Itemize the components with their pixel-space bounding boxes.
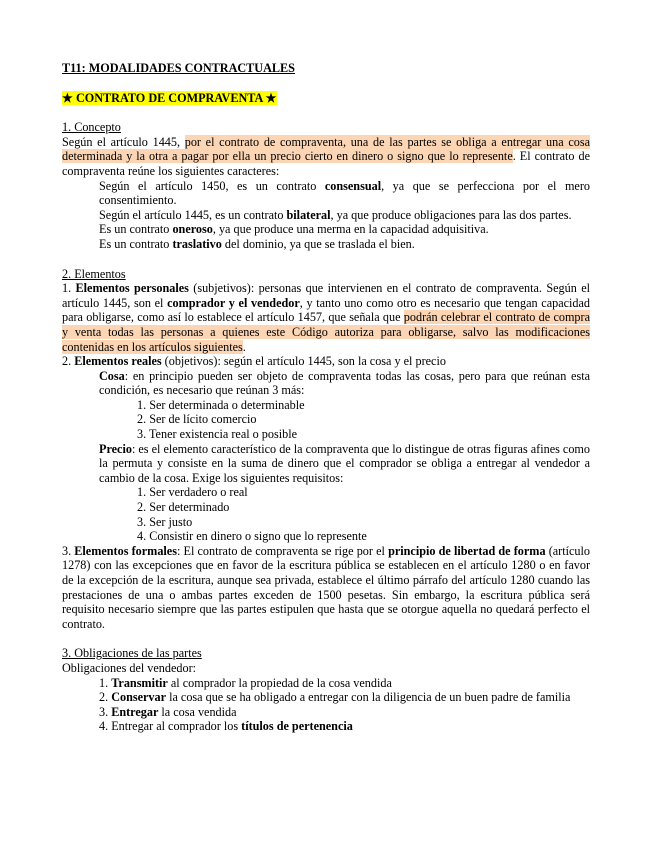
paragraph [62,369,590,398]
bold-term: Precio [99,441,132,456]
list-item [62,690,590,705]
text: del dominio, ya que se traslada el bien. [221,236,415,251]
list-item: 2. Ser de lícito comercio [137,412,257,427]
section-concepto [62,120,590,251]
text: (artículo 1278) con las excepciones que en favor de la escritura pública se establecen en el artículo 1280 o en favor de la excepción de la escritura, aunque sea privada, establece el último párrafo del artículo 1280 cuando las prestaciones de una o ambas partes exceden de 1500 pesetas. Sin embargo, la escritura pública será requisito necesario siempre que las partes estipulen que hasta que se otorgue aquella no quedará perfecto el contrato. [62,543,590,631]
banner-text: ★ CONTRATO DE COMPRAVENTA ★ [62,90,277,105]
text: : es el elemento característico de la compraventa que lo distingue de otras figuras afines como la permuta y consiste en la suma de dinero que el comprador se obliga a entregar al vendedor a cambio de la cosa. Exige los siguientes requisitos: [99,441,590,485]
list-item [62,208,590,223]
bold-term: principio de libertad de forma [388,543,546,558]
list-item: 2. Ser determinado [137,500,230,515]
text: 3. [62,543,75,558]
text: 2. [62,354,75,369]
bold-term: títulos de pertenencia [241,719,353,734]
section-banner [62,91,590,106]
text: la cosa vendida [158,704,237,719]
text: Es un contrato [99,236,173,251]
text: 1. [99,675,112,690]
list-item [62,179,590,208]
bold-term: bilateral [286,207,331,222]
bold-term: Elementos formales [74,543,177,558]
page-title: T11: MODALIDADES CONTRACTUALES [62,61,295,75]
bold-term: Elementos personales [75,281,189,296]
list-item [62,237,590,252]
highlighted-text: por el contrato de compraventa, una de las partes se obliga a entregar una cosa determinada y la otra a pagar por ella un precio cierto en dinero o signo que lo represente [62,134,590,164]
paragraph: Obligaciones del vendedor: [62,660,197,675]
text: Según el artículo 1445, es un contrato [99,207,287,222]
bold-term: Cosa [99,368,125,383]
text: : El contrato de compraventa se rige por el [176,543,389,558]
text: . El contrato de compraventa reúne los siguientes caracteres: [62,149,590,178]
list-item [62,719,590,734]
text: 3. [99,704,112,719]
bold-term: Transmitir [111,675,168,690]
text: , y tanto uno como otro es necesario que tengan capacidad para obligarse, como así lo establece el artículo 1457, que señala que [62,295,591,325]
list-item: 1. Ser determinada o determinable [137,397,305,412]
highlighted-text: podrán celebrar el contrato de compra y venta todas las personas a quienes este Código autoriza para obligarse, salvo las modificaciones contenidas en los artículos siguientes [62,310,590,354]
paragraph [62,135,590,179]
text: al comprador la propiedad de la cosa vendida [167,675,392,690]
text: la cosa que se ha obligado a entregar con la diligencia de un buen padre de familia [166,690,571,705]
bold-term: comprador y el vendedor [167,295,300,310]
document-body [62,61,590,734]
bold-term: Conservar [111,690,167,705]
list-item [62,676,590,691]
list-item [62,705,590,720]
text: , ya que produce obligaciones para las dos partes. [330,207,572,222]
section-heading: 3. Obligaciones de las partes [62,646,202,661]
text: Según el artículo 1445, [62,134,185,149]
list-item: 4. Consistir en dinero o signo que lo represente [137,529,367,544]
bold-term: traslativo [172,236,222,251]
text: . [242,339,246,354]
text: 4. Entregar al comprador los [99,719,242,734]
bold-term: Elementos reales [74,354,162,369]
paragraph [62,442,590,486]
text: (subjetivos): personas que intervienen en el contrato de compraventa. Según el artículo 1445, son el [62,281,590,310]
paragraph [62,544,590,632]
list-item: 1. Ser verdadero o real [137,485,248,500]
section-heading: 1. Concepto [62,120,121,135]
list-item: 3. Tener existencia real o posible [137,427,298,442]
text: 1. [62,281,76,296]
text: : en principio pueden ser objeto de compraventa todas las cosas, pero para que reúnan esta condición, es necesario que reúnan 3 más: [99,368,590,398]
paragraph [62,281,590,354]
section-elementos [62,267,590,632]
bold-term: Entregar [111,704,159,719]
bold-term: consensual [324,178,382,193]
list-item: 3. Ser justo [137,514,193,529]
section-obligaciones [62,646,590,734]
text: (objetivos): según el artículo 1445, son la cosa y el precio [161,354,446,369]
list-item [62,222,590,237]
text: Es un contrato [99,222,173,237]
text: 2. [99,690,112,705]
section-heading: 2. Elementos [62,266,126,281]
text: , ya que se perfecciona por el mero consentimiento. [99,178,590,208]
paragraph [62,354,590,369]
text: Según el artículo 1450, es un contrato [99,178,325,193]
text: , ya que produce una merma en la capacidad adquisitiva. [212,222,489,237]
bold-term: oneroso [172,222,213,237]
